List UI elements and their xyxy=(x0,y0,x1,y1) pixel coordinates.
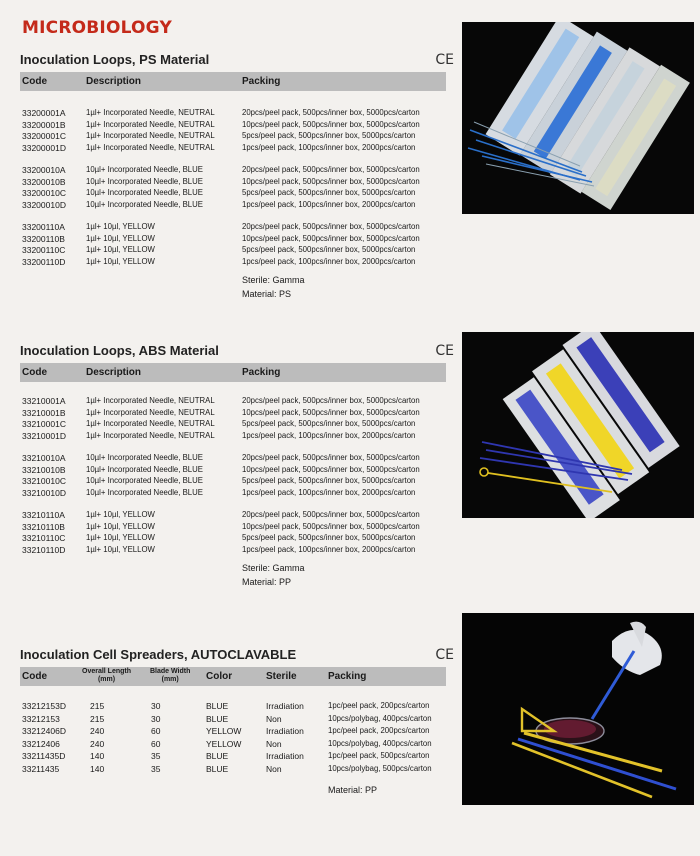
table-row: 33200110C 1µl+ 10µl, YELLOW 5pcs/peel pack, 500pcs/inner box, 5000pcs/carton xyxy=(22,245,416,255)
sterile-note: Sterile: Gamma xyxy=(242,563,305,573)
table-row: 33200001C 1µl+ Incorporated Needle, NEUTRAL 5pcs/peel pack, 500pcs/inner box, 5000pcs/carton xyxy=(22,131,416,141)
header-description: Description xyxy=(86,76,142,87)
table-row: 33210001B 1µl+ Incorporated Needle, NEUTRAL 10pcs/peel pack, 500pcs/inner box, 5000pcs/carton xyxy=(22,407,420,418)
table-header xyxy=(20,363,446,382)
table-row: 33211435D 140 35 BLUE Irradiation 1pc/peel pack, 500pcs/carton xyxy=(22,751,430,761)
section-cell-spreaders xyxy=(20,647,454,797)
table-header xyxy=(20,72,446,91)
row-group xyxy=(20,396,446,442)
sterile-note: Sterile: Gamma xyxy=(242,275,305,285)
section-notes xyxy=(242,273,446,301)
spreader-rows xyxy=(20,700,446,775)
abs-loops-photo xyxy=(462,332,694,518)
header-code: Code xyxy=(22,76,47,87)
header-description: Description xyxy=(86,367,142,378)
ce-mark-icon: CE xyxy=(435,647,454,663)
section-notes xyxy=(328,783,446,797)
table-row: 33211435 140 35 BLUE Non 10pcs/polybag, 500pcs/carton xyxy=(22,763,432,774)
table-row: 33200110A 1µl+ 10µl, YELLOW 20pcs/peel pack, 500pcs/inner box, 5000pcs/carton xyxy=(22,222,420,232)
section-notes xyxy=(242,561,446,589)
header-packing: Packing xyxy=(242,367,281,378)
ce-mark-icon: CE xyxy=(435,343,454,359)
table-row: 33200001A 1µl+ Incorporated Needle, NEUTRAL 20pcs/peel pack, 500pcs/inner box, 5000pcs/carton xyxy=(22,108,420,118)
header-code: Code xyxy=(22,671,47,682)
table-row: 33200010C 10µl+ Incorporated Needle, BLUE 5pcs/peel pack, 500pcs/inner box, 5000pcs/carton xyxy=(22,188,416,198)
table-row: 33212153D 215 30 BLUE Irradiation 1pc/peel pack, 200pcs/carton xyxy=(22,701,430,711)
header-packing: Packing xyxy=(242,76,281,87)
material-note: Material: PP xyxy=(242,577,292,587)
table-header xyxy=(20,667,446,686)
table-row: 33210110D 1µl+ 10µl, YELLOW 1pcs/peel pack, 100pcs/inner box, 2000pcs/carton xyxy=(22,544,416,555)
header-code: Code xyxy=(22,367,47,378)
row-group xyxy=(20,453,446,499)
section-ps-loops xyxy=(20,52,454,301)
header-sterile: Sterile xyxy=(266,671,297,682)
header-color: Color xyxy=(206,671,233,682)
ce-mark-icon: CE xyxy=(435,52,454,68)
section-title: Inoculation Loops, ABS Material xyxy=(20,343,219,358)
row-group xyxy=(20,222,446,268)
table-row: 33210001D 1µl+ Incorporated Needle, NEUTRAL 1pcs/peel pack, 100pcs/inner box, 2000pcs/carton xyxy=(22,430,416,441)
table-row: 33212153 215 30 BLUE Non 10pcs/polybag, 400pcs/carton xyxy=(22,713,432,724)
header-overall-length: Overall Length (mm) xyxy=(82,668,132,683)
page-title: MICROBIOLOGY xyxy=(22,18,172,38)
header-packing: Packing xyxy=(328,671,367,682)
table-row: 33210001A 1µl+ Incorporated Needle, NEUTRAL 20pcs/peel pack, 500pcs/inner box, 5000pcs/carton xyxy=(22,396,420,406)
table-row: 33210010A 10µl+ Incorporated Needle, BLUE 20pcs/peel pack, 500pcs/inner box, 5000pcs/carton xyxy=(22,453,420,463)
table-row: 33200001D 1µl+ Incorporated Needle, NEUTRAL 1pcs/peel pack, 100pcs/inner box, 2000pcs/carton xyxy=(22,142,416,153)
section-title: Inoculation Loops, PS Material xyxy=(20,52,210,67)
material-note: Material: PS xyxy=(242,289,292,299)
ps-loops-photo xyxy=(462,22,694,214)
table-row: 33212406 240 60 YELLOW Non 10pcs/polybag, 400pcs/carton xyxy=(22,738,432,749)
table-row: 33212406D 240 60 YELLOW Irradiation 1pc/peel pack, 200pcs/carton xyxy=(22,726,430,736)
table-row: 33210010C 10µl+ Incorporated Needle, BLUE 5pcs/peel pack, 500pcs/inner box, 5000pcs/carton xyxy=(22,476,416,486)
table-row: 33200010A 10µl+ Incorporated Needle, BLUE 20pcs/peel pack, 500pcs/inner box, 5000pcs/carton xyxy=(22,165,420,175)
table-row: 33210110A 1µl+ 10µl, YELLOW 20pcs/peel pack, 500pcs/inner box, 5000pcs/carton xyxy=(22,510,420,520)
table-row: 33210001C 1µl+ Incorporated Needle, NEUTRAL 5pcs/peel pack, 500pcs/inner box, 5000pcs/carton xyxy=(22,419,416,429)
table-row: 33210110B 1µl+ 10µl, YELLOW 10pcs/peel pack, 500pcs/inner box, 5000pcs/carton xyxy=(22,521,420,532)
table-row: 33200110B 1µl+ 10µl, YELLOW 10pcs/peel pack, 500pcs/inner box, 5000pcs/carton xyxy=(22,233,420,244)
cell-spreaders-photo xyxy=(462,613,694,805)
table-row: 33210110C 1µl+ 10µl, YELLOW 5pcs/peel pack, 500pcs/inner box, 5000pcs/carton xyxy=(22,533,416,543)
table-row: 33200010B 10µl+ Incorporated Needle, BLUE 10pcs/peel pack, 500pcs/inner box, 5000pcs/carton xyxy=(22,176,420,187)
table-row: 33200110D 1µl+ 10µl, YELLOW 1pcs/peel pack, 100pcs/inner box, 2000pcs/carton xyxy=(22,256,416,267)
row-group xyxy=(20,510,446,556)
table-row: 33210010D 10µl+ Incorporated Needle, BLUE 1pcs/peel pack, 100pcs/inner box, 2000pcs/carton xyxy=(22,487,416,498)
section-abs-loops xyxy=(20,343,454,589)
table-row: 33200001B 1µl+ Incorporated Needle, NEUTRAL 10pcs/peel pack, 500pcs/inner box, 5000pcs/carton xyxy=(22,119,420,130)
material-note: Material: PP xyxy=(328,785,378,795)
section-title: Inoculation Cell Spreaders, AUTOCLAVABLE xyxy=(20,647,297,662)
row-group xyxy=(20,108,446,154)
table-row: 33200010D 10µl+ Incorporated Needle, BLUE 1pcs/peel pack, 100pcs/inner box, 2000pcs/carton xyxy=(22,199,416,210)
row-group xyxy=(20,165,446,211)
table-row: 33210010B 10µl+ Incorporated Needle, BLUE 10pcs/peel pack, 500pcs/inner box, 5000pcs/carton xyxy=(22,464,420,475)
header-blade-width: Blade Width (mm) xyxy=(150,668,191,683)
